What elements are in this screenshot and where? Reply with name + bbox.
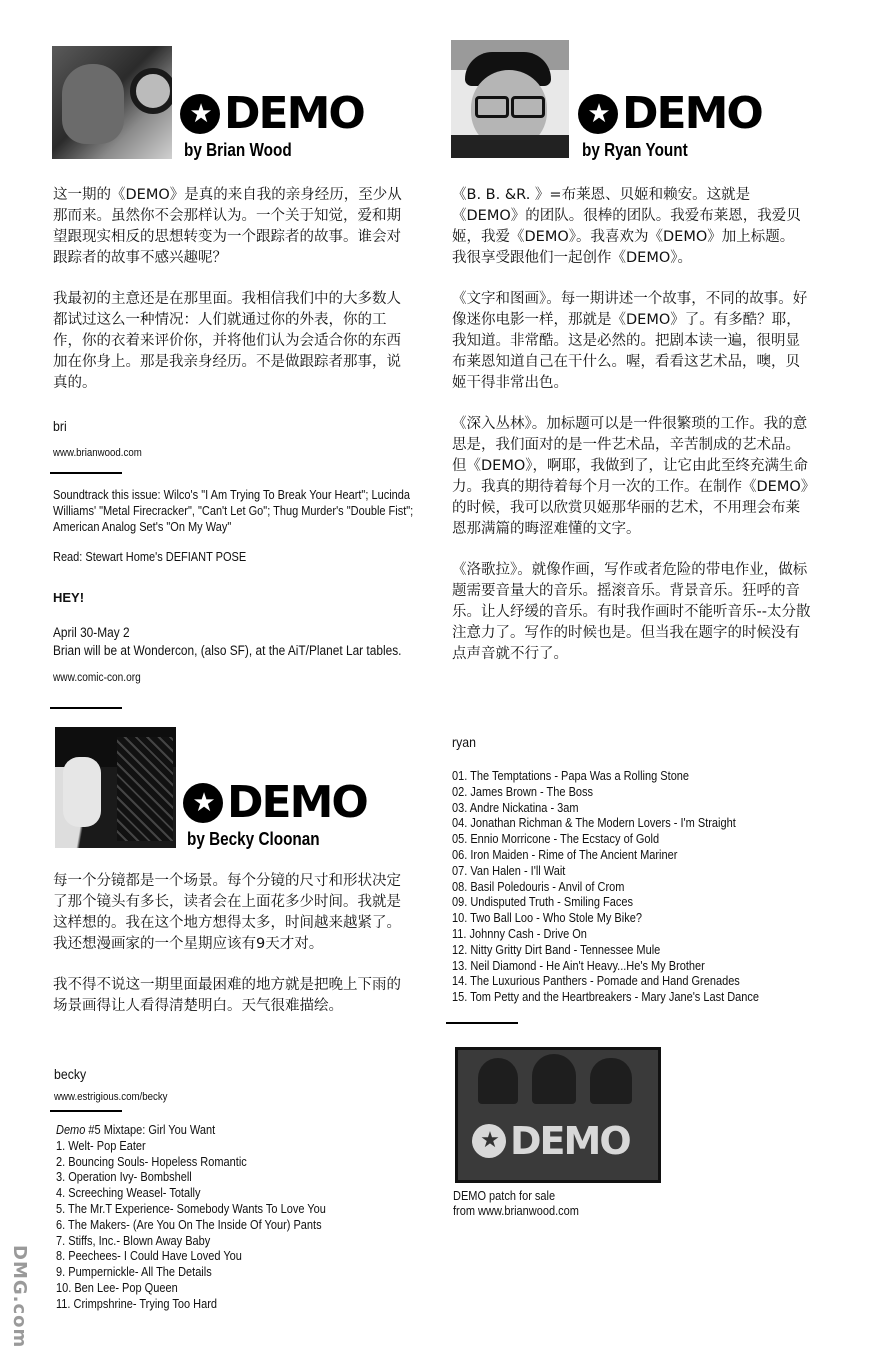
brian-demo-logo [180, 88, 364, 139]
list-item: 7. Stiffs, Inc.- Blown Away Baby [56, 1233, 211, 1248]
list-item: 15. Tom Petty and the Heartbreakers - Mary Jane's Last Dance [452, 990, 759, 1005]
brian-read: Read: Stewart Home's DEFIANT POSE [53, 550, 247, 564]
list-item: 13. Neil Diamond - He Ain't Heavy...He's My Brother [452, 958, 705, 973]
list-item: 4. Screeching Weasel- Totally [56, 1186, 201, 1201]
ryan-demo-logo [578, 88, 762, 139]
list-item: 04. Jonathan Richman & The Modern Lovers - I'm Straight [452, 816, 736, 831]
ryan-yount-photo [451, 40, 569, 158]
star-icon: ★ [578, 94, 618, 134]
becky-cloonan-illustration [55, 727, 176, 848]
brian-paragraph-2: 我最初的主意还是在那里面。我相信我们中的大多数人都试过这么一种情况：人们就通过你的外表，你的工作，你的衣着来评价你，并将他们认为会适合你的东西加在你身上。那是我亲身经历。不是做跟踪者那事，说真的。 [53, 291, 401, 391]
star-icon: ★ [180, 94, 220, 134]
divider [50, 1110, 122, 1112]
ryan-tracklist [452, 769, 759, 1006]
list-item: 07. Van Halen - I'll Wait [452, 863, 566, 878]
list-item: 01. The Temptations - Papa Was a Rolling Stone [452, 769, 690, 783]
divider [446, 1022, 518, 1024]
mixtape-title-italic: Demo [56, 1123, 86, 1137]
list-item: 5. The Mr.T Experience- Somebody Wants To Love You [56, 1201, 326, 1216]
list-item: 6. The Makers- (Are You On The Inside Of Your) Pants [56, 1217, 322, 1232]
list-item: 03. Andre Nickatina - 3am [452, 800, 579, 815]
becky-paragraph-2: 我不得不说这一期里面最困难的地方就是把晚上下雨的场景画得让人看得清楚明白。天气很难描绘。 [53, 977, 401, 1014]
site-watermark: DMG.com [9, 1245, 30, 1349]
becky-text [53, 871, 411, 1037]
patch-demo-logo [472, 1119, 630, 1163]
brian-url: www.brianwood.com [53, 447, 142, 459]
star-icon: ★ [183, 783, 223, 823]
ryan-paragraph-2: 《文字和图画》。每一期讲述一个故事，不同的故事。好像迷你电影一样，那就是《DEMO》了。有多酷？耶，我知道。非常酷。这是必然的。把剧本读一遍，很明显布莱恩知道自己在干什么。喔，看看这艺术品，噢，贝姬干得非常出色。 [452, 291, 808, 391]
logo-text: DEMO [227, 777, 367, 828]
list-item: 02. James Brown - The Boss [452, 784, 594, 799]
ryan-signature: ryan [452, 734, 476, 750]
ryan-paragraph-4: 《洛歌拉》。就像作画，写作或者危险的带电作业，做标题需要音量大的音乐。摇滚音乐。背景音乐。狂呼的音乐。让人纾缓的音乐。有时我作画时不能听音乐--太分散注意力了。写作的时候也是。但当我在题字的时候没有点声音就不行了。 [452, 562, 811, 662]
becky-url: www.estrigious.com/becky [54, 1091, 168, 1103]
ryan-text [452, 185, 812, 685]
list-item: 05. Ennio Morricone - The Ecstacy of Gold [452, 832, 660, 847]
ryan-paragraph-3: 《深入丛林》。加标题可以是一件很繁琐的工作。我的意思是，我们面对的是一件艺术品，辛苦制成的艺术品。但《DEMO》，啊耶，我做到了，让它由此至终充满生命力。我真的期待着每个月一次的工作。在制作《DEMO》的时候，我可以欣赏贝姬那华丽的艺术，不用理会布莱恩那满篇的晦涩难懂的文字。 [452, 416, 808, 537]
divider [50, 472, 122, 474]
brian-text [53, 185, 411, 414]
list-item: 08. Basil Poledouris - Anvil of Crom [452, 879, 625, 894]
patch-caption-1: DEMO patch for sale [453, 1189, 556, 1203]
becky-paragraph-1: 每一个分镜都是一个场景。每个分镜的尺寸和形状决定了那个镜头有多长，读者会在上面花多少时间。我就是这样想的。我在这个地方想得太多，时间越来越紧了。我还想漫画家的一个星期应该有9天才对。 [53, 873, 401, 952]
divider [50, 707, 122, 709]
becky-mixtape [56, 1123, 326, 1313]
ryan-byline: by Ryan Yount [582, 140, 688, 160]
mixtape-title [56, 1123, 326, 1139]
becky-signature: becky [54, 1066, 87, 1082]
list-item: 10. Ben Lee- Pop Queen [56, 1280, 178, 1295]
list-item: 11. Crimpshrine- Trying Too Hard [56, 1296, 217, 1311]
brian-hey: HEY! [53, 590, 85, 605]
list-item: 14. The Luxurious Panthers - Pomade and Hand Grenades [452, 974, 740, 989]
mixtape-title-rest: #5 Mixtape: Girl You Want [85, 1123, 216, 1137]
logo-text: DEMO [510, 1119, 630, 1163]
list-item: 12. Nitty Gritty Dirt Band - Tennessee Mule [452, 942, 661, 957]
demo-patch-image [455, 1047, 661, 1183]
list-item: 8. Peechees- I Could Have Loved You [56, 1249, 242, 1264]
brian-signature: bri [53, 418, 67, 434]
brian-byline: by Brian Wood [184, 140, 292, 160]
brian-event-url: www.comic-con.org [53, 672, 141, 684]
logo-text: DEMO [622, 88, 762, 139]
star-icon: ★ [472, 1124, 506, 1158]
list-item: 09. Undisputed Truth - Smiling Faces [452, 895, 633, 910]
becky-demo-logo [183, 777, 367, 828]
list-item: 2. Bouncing Souls- Hopeless Romantic [56, 1154, 247, 1169]
logo-text: DEMO [224, 88, 364, 139]
brian-event-date: April 30-May 2 [53, 625, 130, 640]
brian-paragraph-1: 这一期的《DEMO》是真的来自我的亲身经历，至少从那而来。虽然你不会那样认为。一个关于知觉，爱和期望跟现实相反的思想转变为一个跟踪者的故事。谁会对跟踪者的故事不感兴趣呢？ [53, 187, 402, 266]
list-item: 10. Two Ball Loo - Who Stole My Bike? [452, 911, 642, 926]
list-item: 9. Pumpernickle- All The Details [56, 1265, 212, 1280]
list-item: 06. Iron Maiden - Rime of The Ancient Mariner [452, 847, 678, 862]
brian-soundtrack: Soundtrack this issue: Wilco's "I Am Trying To Break Your Heart"; Lucinda Williams' "Metal Firecracker", "Can't Let Go"; Thug Murder's "Double Fist"; American Analog Set's "On My Way" [53, 488, 414, 534]
list-item: 3. Operation Ivy- Bombshell [56, 1170, 192, 1185]
ryan-paragraph-1: 《B. B. &R. 》=布莱恩、贝姬和赖安。这就是《DEMO》的团队。很棒的团队。我爱布莱恩，我爱贝姬，我爱《DEMO》。我喜欢为《DEMO》加上标题。 我很享受跟他们一起创作《DEMO》。 [452, 187, 801, 266]
list-item: 11. Johnny Cash - Drive On [452, 926, 587, 941]
brian-event-text: Brian will be at Wondercon, (also SF), at the AiT/Planet Lar tables. [53, 643, 402, 658]
patch-caption-2: from www.brianwood.com [453, 1204, 579, 1218]
brian-wood-photo [52, 46, 172, 159]
list-item: 1. Welt- Pop Eater [56, 1138, 146, 1153]
becky-byline: by Becky Cloonan [187, 829, 320, 849]
